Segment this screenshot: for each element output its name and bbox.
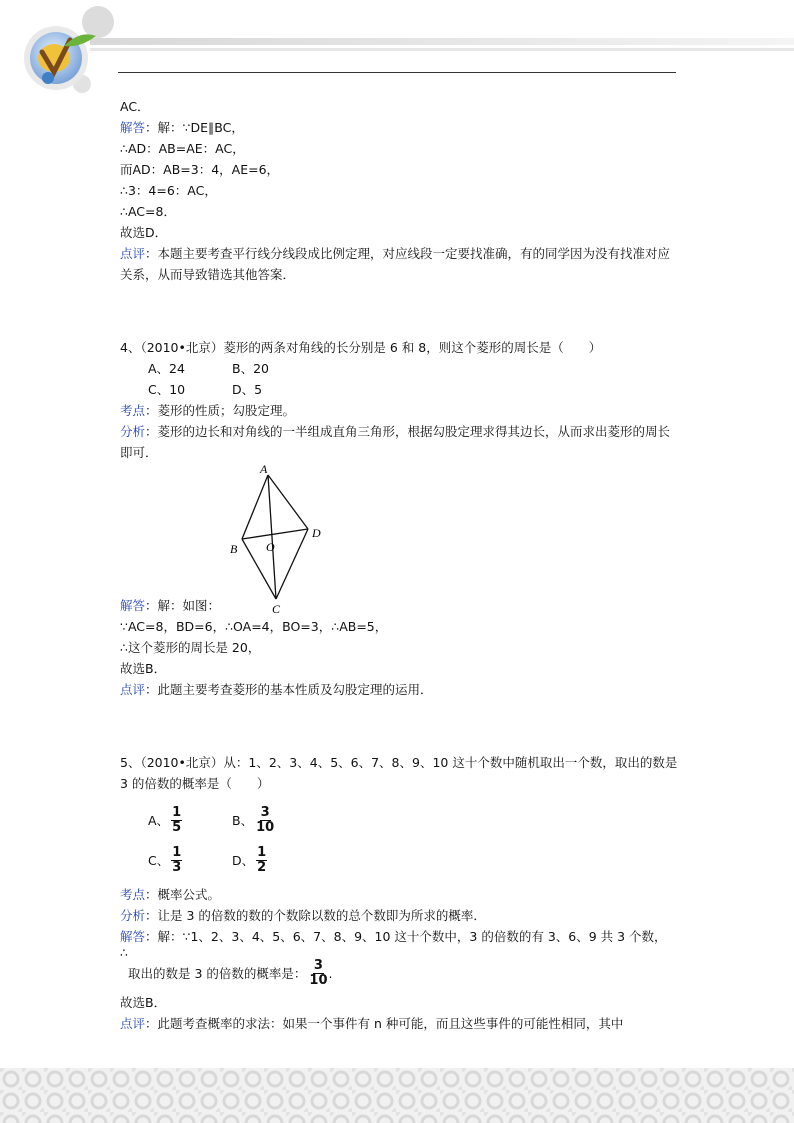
option-c [148,846,232,875]
answer-line: 故选D． [120,225,168,240]
header-rule [118,72,676,73]
numerator: 1 [257,844,267,860]
spacer [120,700,680,752]
option-d [232,846,316,875]
option-d-prefix: D、 [232,853,255,868]
fenxi-block [120,421,680,463]
option-b-prefix: B、 [232,813,254,828]
proof-line: ∴AD：AB=AE：AC， [120,141,245,156]
kaodian-text: ：菱形的性质；勾股定理。 [145,403,296,418]
label-jieda: 解答 [120,598,146,613]
jieda-block [120,926,680,947]
q4-options-row2 [120,379,680,400]
spacer [120,285,680,337]
denominator: 10 [309,973,328,988]
label-o: O [266,540,275,554]
rhombus-diagram [224,462,334,616]
probability-text: 取出的数是 3 的倍数的概率是： [128,966,307,981]
solution-text: ：解：∵DE∥BC， [145,120,244,135]
kaodian-line [120,884,680,905]
fraction [308,959,328,988]
dianping-line [120,1013,680,1034]
label-kaodian: 考点 [120,403,146,418]
label-jieda: 解答 [120,120,146,135]
label-fenxi: 分析 [120,908,146,923]
option-a [148,806,232,835]
numerator: 1 [172,844,182,860]
fenxi-line [120,905,680,926]
fenxi-text: ：让是 3 的倍数的数的个数除以数的总个数即为所求的概率． [145,908,486,923]
denominator: 2 [257,859,267,875]
q5-options-row1 [120,800,680,840]
label-a: A [260,462,268,476]
label-kaodian: 考点 [120,887,146,902]
proof-line: ∴AC=8． [120,204,176,219]
kaodian-text: ：概率公式。 [145,887,221,902]
dianping-text: ：此题主要考查菱形的基本性质及勾股定理的运用． [145,682,433,697]
footer-decoration [0,1068,794,1123]
fraction [171,846,182,875]
label-jieda: 解答 [120,929,146,944]
proof-line: 而AD：AB=3：4，AE=6， [120,162,280,177]
numerator: 3 [260,804,270,820]
fenxi-text: ：菱形的边长和对角线的一半组成直角三角形，根据勾股定理求得其边长，从而求出菱形的周长即可． [120,424,671,460]
denominator: 10 [256,819,275,835]
comment-block [120,243,680,285]
label-dianping: 点评 [120,682,146,697]
q5-options-row2 [120,840,680,880]
therefore-symbol: ∴ [120,945,128,960]
answer-line: 故选B． [120,661,167,676]
label-c: C [272,602,281,616]
solution-line [120,117,680,138]
document-body [120,96,680,1034]
question-4: 4、（2010•北京）菱形的两条对角线的长分别是 6 和 8，则这个菱形的周长是（ ） [120,340,602,355]
solution-step: ∵AC=8，BD=6，∴OA=4，BO=3，∴AB=5， [120,619,388,634]
denominator: 5 [172,819,182,835]
numerator: 3 [313,958,323,973]
probability-line [120,959,680,988]
fraction [171,806,182,835]
label-dianping: 点评 [120,246,146,261]
q4-options-row1 [120,358,680,379]
label-b: B [230,542,238,556]
option-a: A、24 [148,361,185,376]
jieda-text: ：解：如图： [145,598,221,613]
comment-text: ：本题主要考查平行线分线段成比例定理，对应线段一定要找准确，有的同学因为没有找准对应关系，从而导致错选其他答案． [120,246,671,282]
line-ac: AC． [120,99,150,114]
jieda-text: ：解：∵1、2、3、4、5、6、7、8、9、10 这十个数中，3 的倍数的有 3、6、9 共 3 个数， [145,929,667,944]
jieda-line [120,595,680,616]
numerator: 1 [172,804,182,820]
option-b [232,806,316,835]
label-d: D [312,526,321,540]
fraction [255,806,275,835]
label-dianping: 点评 [120,1016,146,1031]
period: . [328,966,333,981]
option-b: B、20 [232,361,269,376]
page-header-decoration [0,0,794,100]
dianping-line [120,679,680,700]
question-5: 5、（2010•北京）从：1、2、3、4、5、6、7、8、9、10 这十个数中随机取出一个数，取出的数是 3 的倍数的概率是（ ） [120,755,678,791]
label-fenxi: 分析 [120,424,146,439]
option-c: C、10 [148,382,186,397]
option-c-prefix: C、 [148,853,170,868]
kaodian-line [120,400,680,421]
option-d: D、5 [232,382,263,397]
fraction [256,846,267,875]
solution-step: ∴这个菱形的周长是 20， [120,640,261,655]
dianping-text: ：此题考查概率的求法：如果一个事件有 n 种可能，而且这些事件的可能性相同，其中 [145,1016,624,1031]
denominator: 3 [172,859,182,875]
proof-line: ∴3：4=6：AC， [120,183,217,198]
option-a-prefix: A、 [148,813,170,828]
answer-line: 故选B． [120,995,167,1010]
